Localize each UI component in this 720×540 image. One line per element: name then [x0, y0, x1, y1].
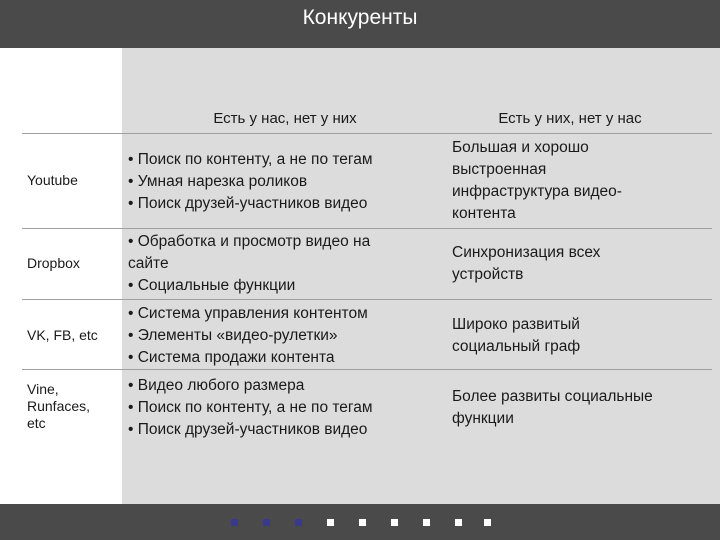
divider [22, 369, 712, 370]
nav-square-icon[interactable] [263, 519, 270, 526]
theirs-cell-vk-fb: Широко развитый социальный граф [452, 316, 581, 355]
nav-square-icon[interactable] [455, 519, 462, 526]
row-label-vk-fb: VK, FB, etc [27, 327, 98, 343]
theirs-cell-dropbox: Синхронизация всех устройств [452, 244, 601, 283]
divider [22, 299, 712, 300]
row-label-dropbox: Dropbox [27, 255, 80, 271]
column-header-theirs: Есть у них, нет у нас [498, 110, 642, 127]
nav-square-icon[interactable] [423, 519, 430, 526]
ours-cell-vine-runfaces: • Видео любого размера • Поиск по контенту, а не по тегам • Поиск друзей-участников видео [128, 377, 373, 438]
nav-square-icon[interactable] [327, 519, 334, 526]
theirs-cell-vine-runfaces: Более развиты социальные функции [452, 388, 653, 427]
slide-title: Конкуренты [302, 6, 418, 29]
theirs-cell-youtube: Большая и хорошо выстроенная инфраструктура видео- контента [452, 139, 622, 222]
nav-square-icon[interactable] [484, 519, 491, 526]
row-label-youtube: Youtube [27, 172, 78, 188]
row-label-vine-runfaces: Vine, Runfaces, etc [27, 381, 91, 431]
ours-cell-vk-fb: • Система управления контентом • Элементы «видео-рулетки» • Система продажи контента [128, 305, 368, 366]
ours-cell-youtube: • Поиск по контенту, а не по тегам • Умная нарезка роликов • Поиск друзей-участников видео [128, 151, 373, 212]
divider [22, 133, 712, 134]
divider [22, 228, 712, 229]
nav-square-icon[interactable] [295, 519, 302, 526]
nav-square-icon[interactable] [359, 519, 366, 526]
nav-square-icon[interactable] [391, 519, 398, 526]
ours-cell-dropbox: • Обработка и просмотр видео на сайте • Социальные функции [128, 233, 371, 294]
column-header-ours: Есть у нас, нет у них [213, 110, 357, 127]
nav-square-icon[interactable] [231, 519, 238, 526]
